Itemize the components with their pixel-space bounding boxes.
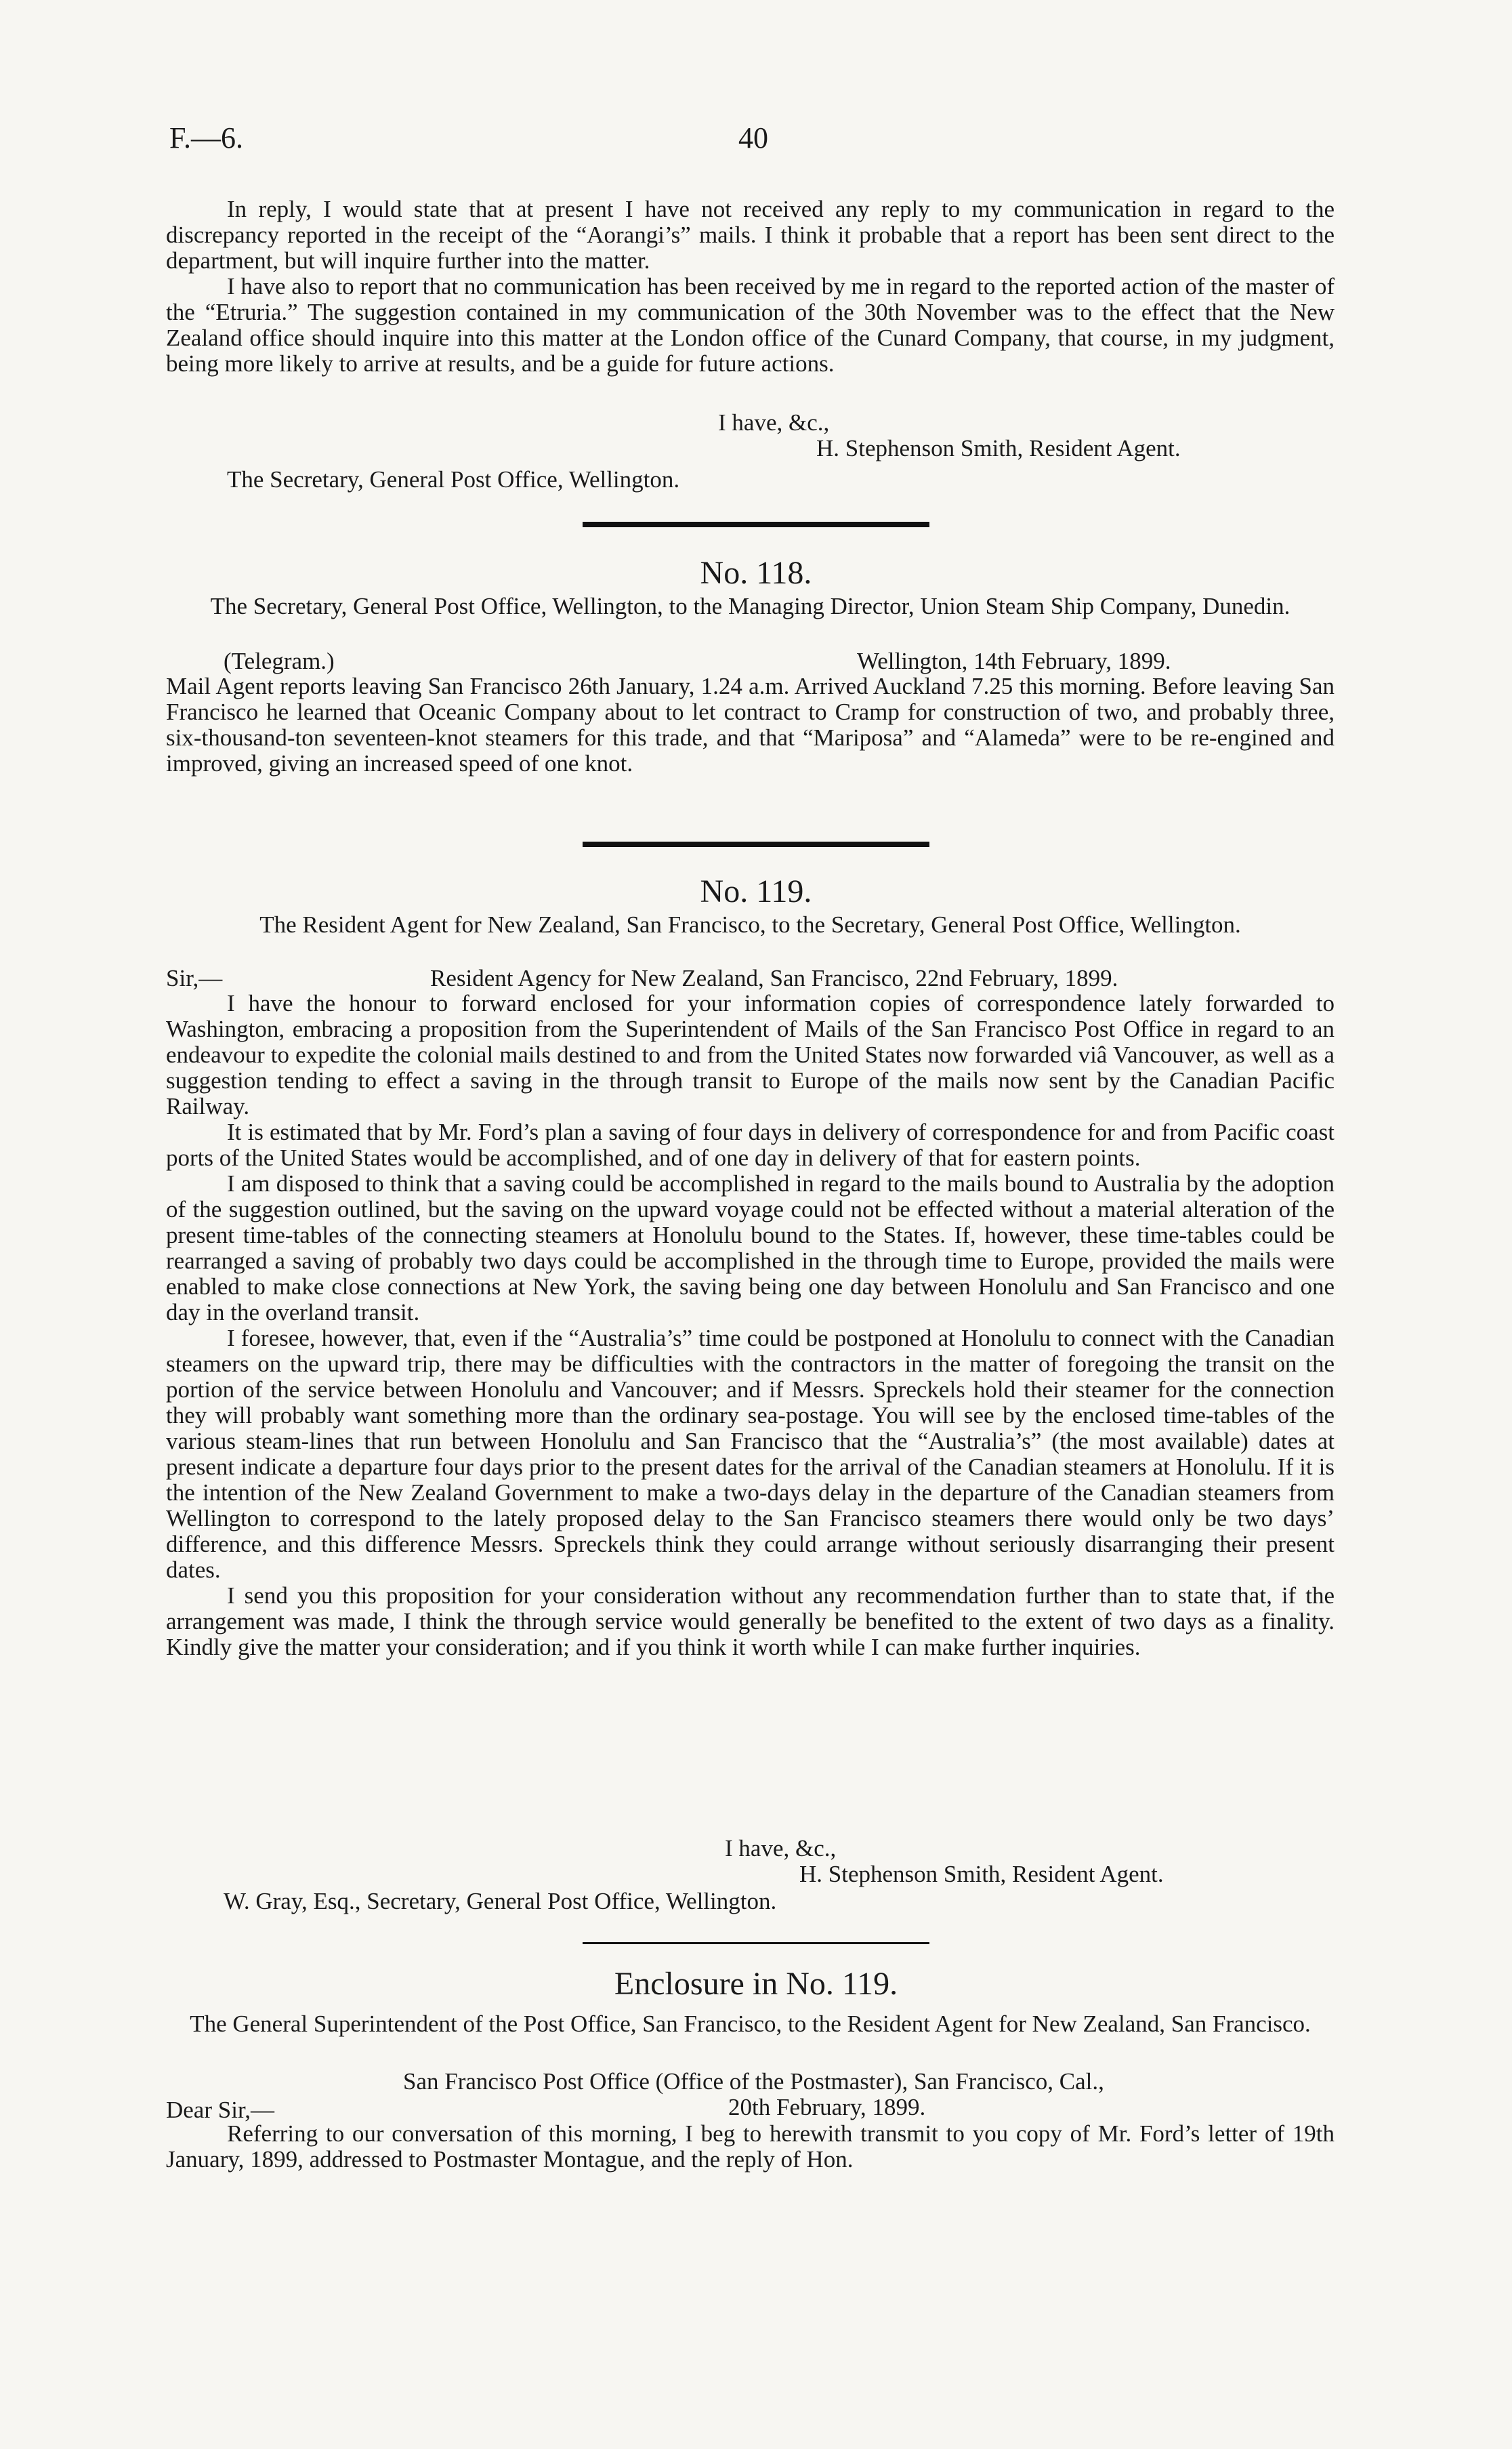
paragraph: I foresee, however, that, even if the “Australia’s” time could be postponed at Honolulu to connect with the Canadian steamers on the upward trip, there may be difficulties with the contractors in the matter of foregoing the transit on the portion of the service between Honolulu and Vancouver; and if Messrs. Spreckels hold their steamer for the connection they will probably want something more than the ordinary sea-postage. You will see by the enclosed time-tables of the various steam-lines that run between Honolulu and San Francisco that the “Australia’s” (the most available) dates at present indicate a departure four days prior to the present dates for the arrival of the Canadian steamers at Honolulu. If it is the intention of the New Zealand Government to make a two-days delay in the departure of the Canadian steamers from Wellington to correspond to the lately proposed delay to the San Francisco steamers there would only be two days’ difference, and this difference Messrs. Spreckels think they could arrange without seriously disarranging their present dates. xyxy=(166,1325,1335,1583)
page-number: 40 xyxy=(738,121,768,155)
series-label: F.—6. xyxy=(169,121,243,155)
paragraph: In reply, I would state that at present I have not received any reply to my communication in regard to the discrepancy reported in the receipt of the “Aorangi’s” mails. I think it probable that a report has been sent direct to the department, but will inquire further into the matter. xyxy=(166,196,1335,274)
correspondence-header: The Secretary, General Post Office, Wellington, to the Managing Director, Union Steam Ship Company, Dunedin. xyxy=(210,593,1290,619)
signature: H. Stephenson Smith, Resident Agent. xyxy=(816,435,1181,461)
section-divider xyxy=(583,842,929,847)
dateline: Resident Agency for New Zealand, San Francisco, 22nd February, 1899. xyxy=(430,965,1118,991)
paragraph: I have the honour to forward enclosed for your information copies of correspondence lately forwarded to Washington, embracing a proposition from the Superintendent of Mails of the San Francisco Post Office in regard to an endeavour to expedite the colonial mails destined to and from the United States now forwarded viâ Vancouver, as well as a suggestion tending to effect a saving in the through transit to Europe of the mails now sent by the Canadian Pacific Railway. xyxy=(166,990,1335,1119)
paragraph: I have also to report that no communication has been received by me in regard to the reported action of the master of the “Etruria.” The suggestion contained in my communication of the 30th November was to the effect that the New Zealand office should inquire into this matter at the London office of the Cunard Company, that course, in my judgment, being more likely to arrive at results, and be a guide for future actions. xyxy=(166,273,1335,377)
closing: I have, &c., xyxy=(718,409,830,436)
dateline: Wellington, 14th February, 1899. xyxy=(857,648,1171,674)
correspondence-header: The General Superintendent of the Post Office, San Francisco, to the Resident Agent for New Zealand, San Francisco. xyxy=(190,2011,1311,2037)
addressee: The Secretary, General Post Office, Wellington. xyxy=(227,466,680,493)
section-divider xyxy=(583,1942,929,1944)
section-heading: No. 118. xyxy=(700,555,812,591)
signature: H. Stephenson Smith, Resident Agent. xyxy=(799,1861,1164,1887)
dateline: 20th February, 1899. xyxy=(728,2094,926,2120)
letter1-body xyxy=(166,197,1335,377)
enclosure-body xyxy=(166,2121,1335,2173)
paragraph: Mail Agent reports leaving San Francisco 26th January, 1.24 a.m. Arrived Auckland 7.25 this morning. Before leaving San Francisco he learned that Oceanic Company about to let contract to Cramp for construction of two, and probably three, six-thousand-ton seventeen-knot steamers for this trade, and that “Mariposa” and “Alameda” were to be re-engined and improved, giving an increased speed of one knot. xyxy=(166,673,1335,777)
telegram-body xyxy=(166,674,1335,777)
telegram-label: (Telegram.) xyxy=(224,648,335,674)
closing: I have, &c., xyxy=(725,1835,837,1861)
paragraph: I send you this proposition for your consideration without any recommendation further than to state that, if the arrangement was made, I think the through service would generally be benefited to the extent of two days as a finality. Kindly give the matter your consideration; and if you think it worth while I can make further inquiries. xyxy=(166,1582,1335,1660)
addressee: W. Gray, Esq., Secretary, General Post Office, Wellington. xyxy=(224,1888,777,1914)
paragraph: It is estimated that by Mr. Ford’s plan a saving of four days in delivery of correspondence for and from Pacific coast ports of the United States would be accomplished, and of one day in delivery of that for eastern points. xyxy=(166,1119,1335,1171)
letter2-body xyxy=(166,991,1335,1660)
section-divider xyxy=(583,522,929,527)
salutation: Dear Sir,— xyxy=(166,2097,274,2123)
section-heading: Enclosure in No. 119. xyxy=(614,1966,898,2002)
paragraph: Referring to our conversation of this morning, I beg to herewith transmit to you copy of Mr. Ford’s letter of 19th January, 1899, addressed to Postmaster Montague, and the reply of Hon. xyxy=(166,2120,1335,2173)
address-line: San Francisco Post Office (Office of the Postmaster), San Francisco, Cal., xyxy=(403,2068,1104,2095)
paragraph: I am disposed to think that a saving could be accomplished in regard to the mails bound to Australia by the adoption of the suggestion outlined, but the saving on the upward voyage could not be effected without a material alteration of the present time-tables of the connecting steamers at Honolulu bound to the States. If, however, these time-tables could be rearranged a saving of probably two days could be accomplished in the through time to Europe, provided the mails were enabled to make close connections at New York, the saving being one day between Honolulu and San Francisco and one day in the overland transit. xyxy=(166,1170,1335,1325)
salutation: Sir,— xyxy=(166,965,223,991)
correspondence-header: The Resident Agent for New Zealand, San Francisco, to the Secretary, General Post Office, Wellington. xyxy=(259,911,1241,938)
section-heading: No. 119. xyxy=(700,873,812,909)
